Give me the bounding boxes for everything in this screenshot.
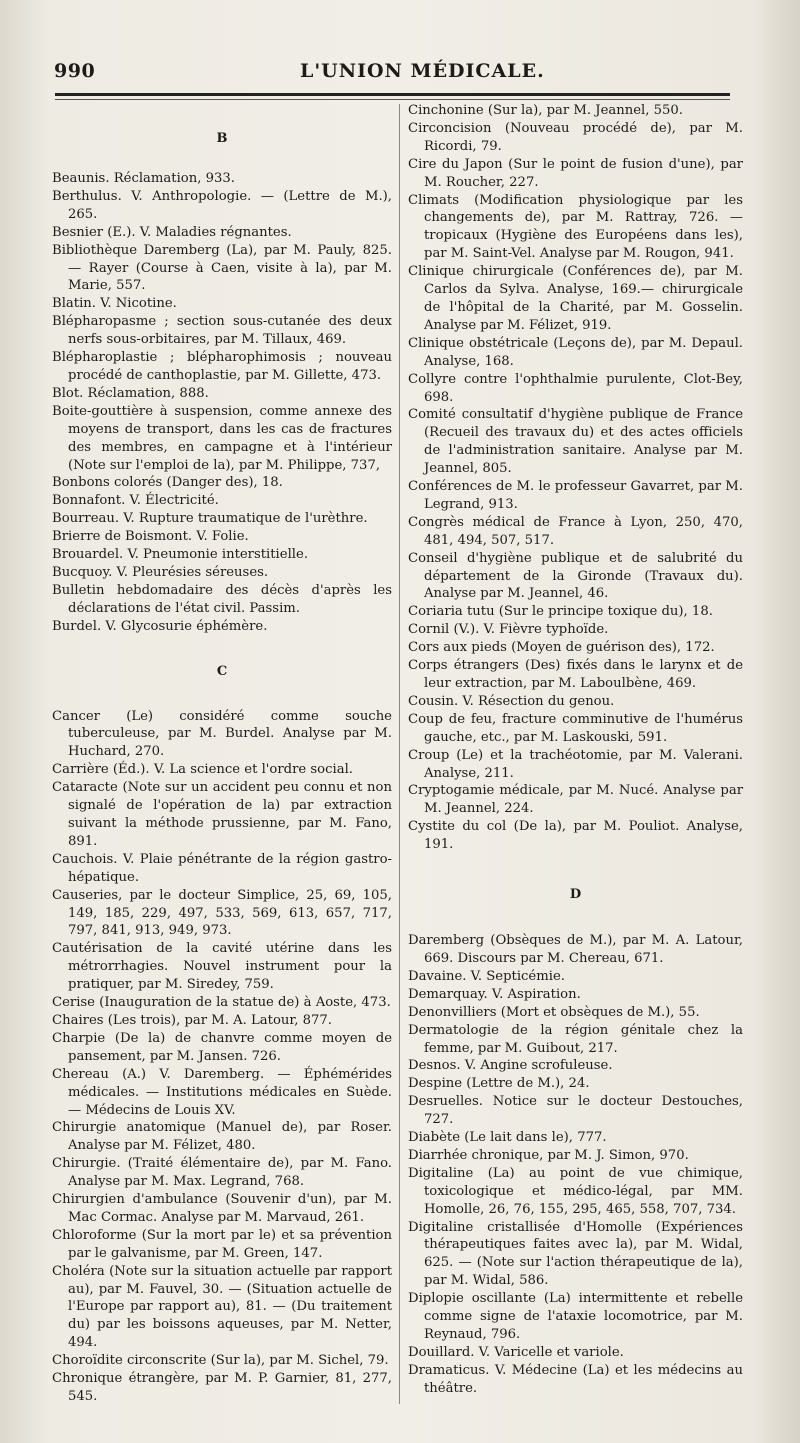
index-entry: Comité consultatif d'hygiène publique de France (Recueil des travaux du) et des actes officiels de l'administration sanitaire. Analyse par M. Jeannel, 805. <box>408 407 743 477</box>
index-entry: Digitaline (La) au point de vue chimique, toxicologique et médico-légal, par MM. Homolle, 26, 76, 155, 295, 465, 558, 707, 734. <box>408 1165 743 1217</box>
index-entry: Bourreau. V. Rupture traumatique de l'urèthre. <box>52 511 368 527</box>
index-entry: Cire du Japon (Sur le point de fusion d'une), par M. Roucher, 227. <box>408 156 743 190</box>
right-column <box>408 102 743 1398</box>
index-entry: Despine (Lettre de M.), 24. <box>408 1076 590 1092</box>
index-entry: Douillard. V. Varicelle et variole. <box>408 1344 624 1360</box>
index-entry: Cystite du col (De la), par M. Pouliot. Analyse, 191. <box>408 819 743 853</box>
index-entry: Chirurgien d'ambulance (Souvenir d'un), par M. Mac Cormac. Analyse par M. Marvaud, 261. <box>52 1192 392 1225</box>
index-entry: Cousin. V. Résection du genou. <box>408 693 615 709</box>
index-entry: Cryptogamie médicale, par M. Nucé. Analyse par M. Jeannel, 224. <box>408 783 743 817</box>
index-entry: Blépharopasme ; section sous-cutanée des deux nerfs sous-orbitaires, par M. Tillaux, 469. <box>52 314 392 348</box>
index-entry: Circoncision (Nouveau procédé de), par M. Ricordi, 79. <box>408 120 743 154</box>
header-rule <box>55 93 730 96</box>
index-entry: Cancer (Le) considéré comme souche tuberculeuse, par M. Burdel. Analyse par M. Huchard, 270. <box>52 708 392 760</box>
entries-b <box>52 170 392 636</box>
index-entry: Blépharoplastie ; blépharophimosis ; nouveau procédé de canthoplastie, par M. Gillette, 473. <box>52 350 392 383</box>
index-entry: Corps étrangers (Des) fixés dans le larynx et de leur extraction, par M. Laboulbène, 469. <box>408 658 743 691</box>
index-entry: Dramaticus. V. Médecine (La) et les médecins au théâtre. <box>408 1362 743 1396</box>
index-entry: Blot. Réclamation, 888. <box>52 385 209 401</box>
page-header <box>50 58 730 88</box>
index-entry: Cors aux pieds (Moyen de guérison des), 172. <box>408 640 715 656</box>
entries-c <box>52 708 392 1406</box>
entries-d <box>408 932 743 1398</box>
index-entry: Dermatologie de la région génitale chez la femme, par M. Guibout, 217. <box>408 1022 743 1056</box>
section-letter-d: D <box>569 887 582 903</box>
index-entry: Brierre de Boismont. V. Folie. <box>52 529 249 545</box>
section-letter-c: C <box>216 663 228 679</box>
running-title: L'UNION MÉDICALE. <box>300 60 545 82</box>
column-divider <box>399 104 400 1404</box>
index-entry: Davaine. V. Septicémie. <box>408 968 565 984</box>
section-letter-b: B <box>216 131 228 146</box>
index-entry: Diabète (Le lait dans le), 777. <box>408 1130 607 1146</box>
index-entry: Cerise (Inauguration de la statue de) à Aoste, 473. <box>52 995 391 1011</box>
index-entry: Cornil (V.). V. Fièvre typhoïde. <box>408 622 609 638</box>
index-entry: Cinchonine (Sur la), par M. Jeannel, 550. <box>408 103 683 118</box>
index-entry: Carrière (Éd.). V. La science et l'ordre social. <box>52 762 353 778</box>
index-entry: Desruelles. Notice sur le docteur Destouches, 727. <box>408 1094 743 1128</box>
index-entry: Clinique obstétricale (Leçons de), par M. Depaul. Analyse, 168. <box>408 335 743 369</box>
index-entry: Chronique étrangère, par M. P. Garnier, 81, 277, 545. <box>52 1371 392 1404</box>
index-entry: Beaunis. Réclamation, 933. <box>52 171 235 186</box>
index-entry: Coriaria tutu (Sur le principe toxique du), 18. <box>408 604 713 620</box>
index-entry: Desnos. V. Angine scrofuleuse. <box>408 1058 613 1074</box>
index-entry: Choléra (Note sur la situation actuelle par rapport au), par M. Fauvel, 30. — (Situation actuelle de l'Europe par rapport au), 81. — (Du traitement du) par les boissons aqueuses, par M. Netter, 494. <box>52 1263 392 1351</box>
index-entry: Collyre contre l'ophthalmie purulente, Clot-Bey, 698. <box>408 371 743 405</box>
index-entry: Choroïdite circonscrite (Sur la), par M. Sichel, 79. <box>52 1353 389 1369</box>
index-entry: Croup (Le) et la trachéotomie, par M. Valerani. Analyse, 211. <box>408 747 743 781</box>
index-entry: Diplopie oscillante (La) intermittente et rebelle comme signe de l'ataxie locomotrice, par M. Reynaud, 796. <box>408 1291 743 1342</box>
entries-c-continued <box>408 102 743 854</box>
index-entry: Denonvilliers (Mort et obsèques de M.), 55. <box>408 1004 700 1020</box>
page-number: 990 <box>54 60 96 82</box>
index-entry: Chirurgie anatomique (Manuel de), par Roser. Analyse par M. Félizet, 480. <box>52 1120 392 1154</box>
index-entry: Diarrhée chronique, par M. J. Simon, 970. <box>408 1147 689 1163</box>
index-entry: Climats (Modification physiologique par les changements de), par M. Rattray, 726. — tropicaux (Hygiène des Européens dans les), par M. Saint-Vel. Analyse par M. Rougon, 941. <box>408 192 743 262</box>
index-entry: Causeries, par le docteur Simplice, 25, 69, 105, 149, 185, 229, 497, 533, 569, 613, 657, 717, 797, 841, 913, 949, 973. <box>52 887 392 939</box>
index-entry: Boite-gouttière à suspension, comme annexe des moyens de transport, dans les cas de fractures des membres, en campagne et à l'intérieur (Note sur l'emploi de la), par M. Philippe, 737, <box>52 403 392 473</box>
index-entry: Chloroforme (Sur la mort par le) et sa prévention par le galvanisme, par M. Green, 147. <box>52 1227 392 1261</box>
index-entry: Conférences de M. le professeur Gavarret, par M. Legrand, 913. <box>408 479 743 512</box>
index-entry: Blatin. V. Nicotine. <box>52 296 177 312</box>
index-entry: Bucquoy. V. Pleurésies séreuses. <box>52 564 269 580</box>
index-entry: Bonbons colorés (Danger des), 18. <box>52 475 283 491</box>
index-entry: Daremberg (Obsèques de M.), par M. A. Latour, 669. Discours par M. Chereau, 671. <box>408 933 743 966</box>
index-entry: Demarquay. V. Aspiration. <box>408 986 581 1002</box>
index-entry: Digitaline cristallisée d'Homolle (Expériences thérapeutiques faites avec la), par M. Widal, 625. — (Note sur l'action thérapeutique de la), par M. Widal, 586. <box>408 1219 743 1289</box>
index-entry: Chereau (A.) V. Daremberg. — Éphémérides médicales. — Institutions médicales en Suède. — Médecins de Louis XV. <box>52 1066 392 1118</box>
index-entry: Conseil d'hygiène publique et de salubrité du département de la Gironde (Travaux du). Analyse par M. Jeannel, 46. <box>408 550 743 602</box>
index-entry: Congrès médical de France à Lyon, 250, 470, 481, 494, 507, 517. <box>408 514 743 548</box>
index-entry: Bonnafont. V. Électricité. <box>52 493 219 509</box>
index-entry: Burdel. V. Glycosurie éphémère. <box>52 618 268 634</box>
index-entry: Besnier (E.). V. Maladies régnantes. <box>52 224 292 240</box>
left-column <box>52 102 392 1406</box>
index-entry: Bibliothèque Daremberg (La), par M. Pauly, 825. — Rayer (Course à Caen, visite à la), par M. Marie, 557. <box>52 242 392 294</box>
index-entry: Cauchois. V. Plaie pénétrante de la région gastro-hépatique. <box>52 851 392 885</box>
index-entry: Cataracte (Note sur un accident peu connu et non signalé de l'opération de la) par extraction suivant la méthode prussienne, par M. Fano, 891. <box>52 780 392 849</box>
index-entry: Bulletin hebdomadaire des décès d'après les déclarations de l'état civil. Passim. <box>52 582 392 616</box>
index-entry: Chirurgie. (Traité élémentaire de), par M. Fano. Analyse par M. Max. Legrand, 768. <box>52 1156 392 1190</box>
index-entry: Coup de feu, fracture comminutive de l'humérus gauche, etc., par M. Laskouski, 591. <box>408 711 743 745</box>
index-entry: Clinique chirurgicale (Conférences de), par M. Carlos da Sylva. Analyse, 169.— chirurgicale de l'hôpital de la Charité, par M. Gosselin. Analyse par M. Félizet, 919. <box>408 264 743 333</box>
index-entry: Brouardel. V. Pneumonie interstitielle. <box>52 547 309 563</box>
index-entry: Charpie (De la) de chanvre comme moyen de pansement, par M. Jansen. 726. <box>52 1030 392 1064</box>
index-entry: Cautérisation de la cavité utérine dans les métrorrhagies. Nouvel instrument pour la pratiquer, par M. Siredey, 759. <box>52 941 392 993</box>
index-entry: Chaires (Les trois), par M. A. Latour, 877. <box>52 1012 333 1028</box>
index-entry: Berthulus. V. Anthropologie. — (Lettre de M.), 265. <box>52 188 392 222</box>
header-rule-thin <box>55 99 730 100</box>
